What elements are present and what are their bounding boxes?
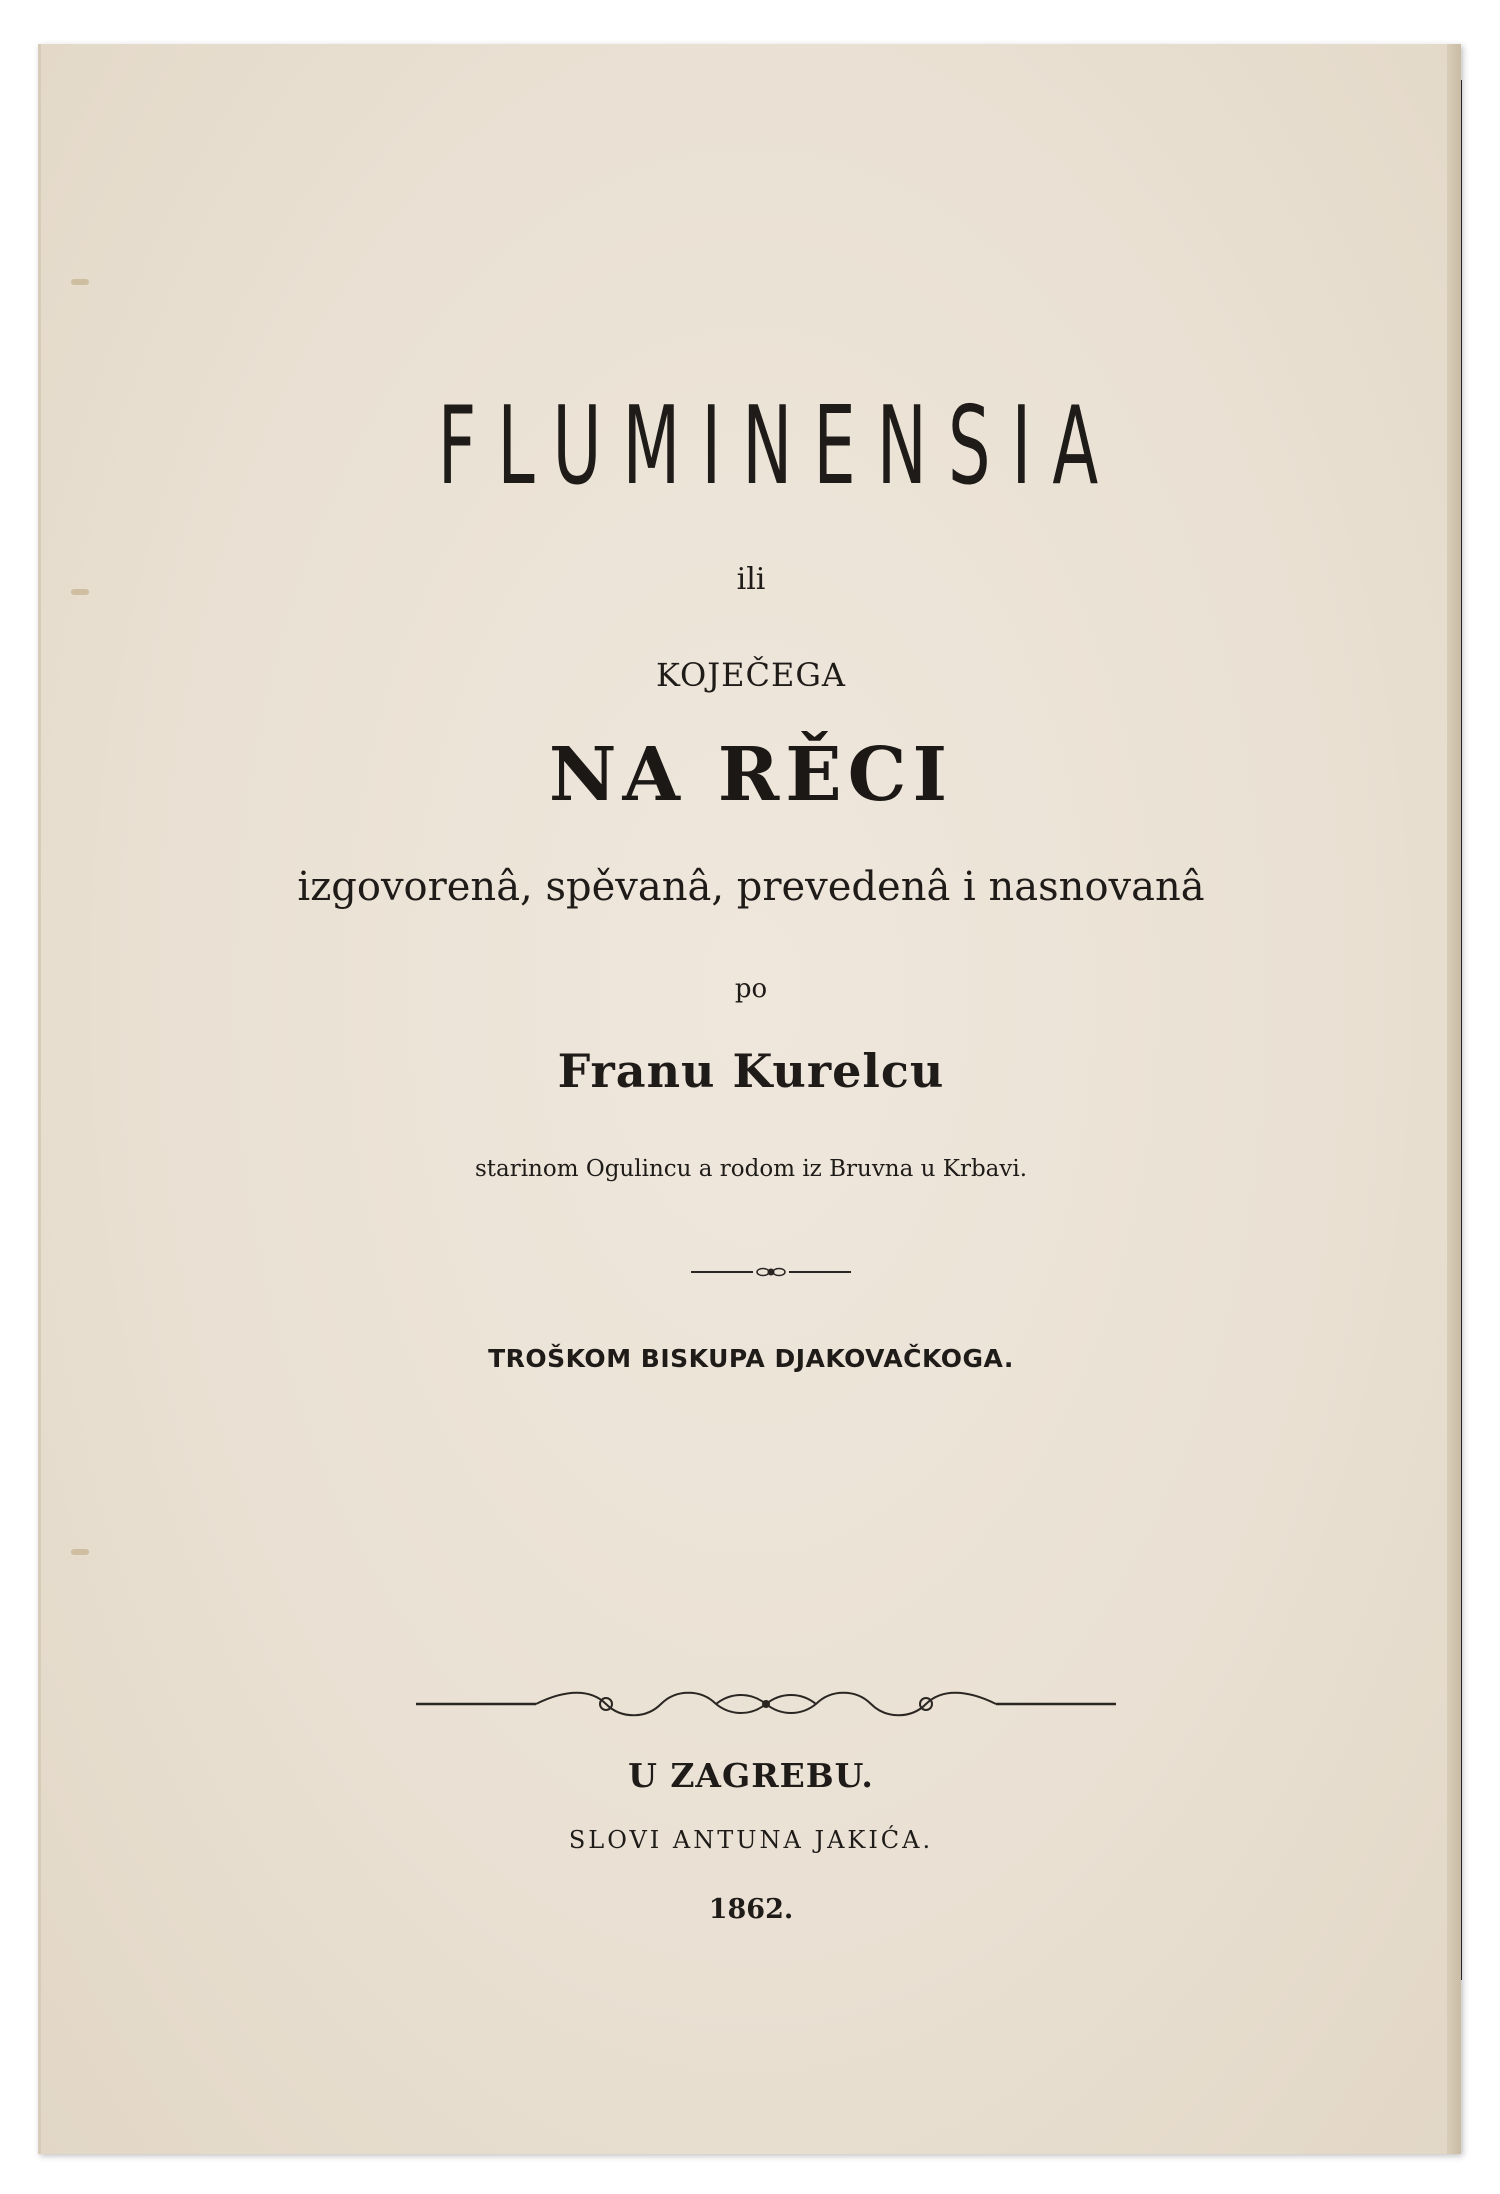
subtitle: izgovorenâ, spěvanâ, prevedenâ i nasnovanâ	[297, 864, 1205, 910]
heading: NA RĚCI	[548, 732, 954, 818]
binding-stitch	[71, 1549, 89, 1555]
author-origin: starinom Ogulincu a rodom iz Bruvna u Krbavi.	[474, 1156, 1028, 1182]
publication-place: U ZAGREBU.	[628, 1756, 874, 1795]
printer: SLOVI ANTUNA JAKIĆA.	[568, 1826, 934, 1854]
title-conjunction: ili	[736, 562, 766, 597]
binding-stitch	[71, 279, 89, 285]
author-name: Franu Kurelcu	[557, 1044, 945, 1098]
small-ornament-icon	[691, 1262, 851, 1282]
pre-heading: KOJEČEGA	[656, 656, 846, 694]
patron-line: TROŠKOM BISKUPA DJAKOVAČKOGA.	[488, 1344, 1014, 1373]
publication-year: 1862.	[708, 1894, 794, 1925]
book-title: FLUMINENSIA	[437, 384, 1120, 509]
decorative-rule-icon	[416, 1684, 1116, 1724]
title-page	[38, 44, 1461, 2154]
preposition: po	[734, 974, 768, 1004]
